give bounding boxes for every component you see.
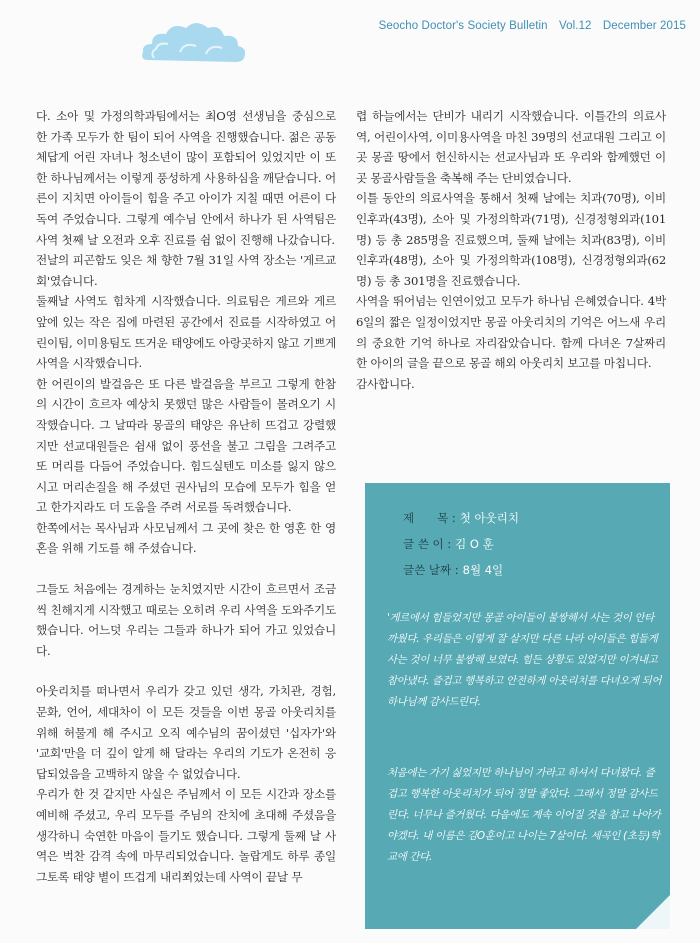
- paragraph: 아웃리치를 떠나면서 우리가 갖고 있던 생각, 가치관, 경험, 문화, 언어, 세대차이 이 모든 것들을 이번 몽골 아웃리치를 위해 허물게 해 주시고 오직 예수님의 꿈이셨던 '십자가'와 '교회'만을 더 깊이 알게 해 달라는 우리의 기도가 온전히 응답되었음을 고백하지 않을 수 없었습니다.: [36, 684, 336, 781]
- article-right-column: [356, 106, 666, 394]
- volume-number: Vol.12: [558, 20, 592, 32]
- paragraph: 다. 소아 및 가정의학과팀에서는 최O영 선생님을 중심으로 한 가족 모두가 한 팀이 되어 사역을 진행했습니다. 젊은 공동체답게 어린 자녀나 청소년이 많이 포함되어 있었지만 이 또한 하나님께서는 이렇게 풍성하게 사용하심을 깨닫습니다. 어른이 지치면 아이들이 힘을 주고 아이가 지칠 때면 어른이 다독여 주었습니다. 그렇게 예수님 안에서 하나가 된 사역팀은 사역 첫째 날 오전과 오후 진료를 쉼 없이 진행해 나갔습니다.: [36, 109, 336, 247]
- paragraph: 한 어린이의 발걸음은 또 다른 발걸음을 부르고 그렇게 한참의 시간이 흐르자 예상치 못했던 많은 사람들이 몰려오기 시작했습니다. 그 날따라 몽골의 태양은 유난히 뜨겁고 강렬했지만 선교대원들은 쉼새 없이 풍선을 불고 그림을 그려주고 또 머리를 다듬어 주었습니다. 힘드실텐도 미소를 잃지 않으시고 머리손질을 해 주셨던 권사님의 모습에 모두가 힘을 얻고 한가지라도 더 도움을 주려 서로를 독려했습니다.: [36, 376, 336, 515]
- letter-meta: [403, 505, 519, 583]
- bulletin-title: Seocho Doctor's Society Bulletin: [378, 20, 548, 32]
- handwritten-letter-part1: '게르에서 힘들었지만 몽골 아이들이 불쌍해서 사는 것이 안타까웠다. 우리들은 이렇게 잘 살지만 다른 나라 아이들은 힘들게 사는 것이 너무 불쌍해 보였다. 힘든 상황도 있었지만 이겨내고 참아냈다. 즐겁고 행복하고 안전하게 아웃리치를 다녀오게 되어 하나님께 감사드린다.: [387, 612, 662, 708]
- date-row: [403, 557, 519, 583]
- title-row: [403, 505, 519, 531]
- paragraph: 한쪽에서는 목사님과 사모님께서 그 곳에 찾은 한 영혼 한 영혼을 위해 기도를 해 주셨습니다.: [36, 520, 336, 556]
- date-value: 8월 4일: [462, 563, 504, 577]
- child-letter-box: [365, 483, 670, 929]
- title-value: 첫 아웃리치: [459, 511, 519, 525]
- article-left-column: [36, 106, 336, 887]
- author-label: 글 쓴 이 :: [403, 537, 452, 551]
- issue-date: December 2015: [602, 20, 686, 32]
- author-value: 김 O 훈: [455, 537, 494, 551]
- title-label: 제 목 :: [403, 511, 456, 525]
- paragraph: 둘째날 사역도 힘차게 시작했습니다. 의료팀은 게르와 게르 앞에 있는 작은 집에 마련된 공간에서 진료를 시작하였고 어린이팀, 이미용팀도 뜨거운 태양에도 아랑곳하지 않고 기쁘게 사역을 시작했습니다.: [36, 294, 336, 371]
- paragraph: 이틀 동안의 의료사역을 통해서 첫째 날에는 치과(70명), 이비인후과(43명), 소아 및 가정의학과(71명), 신경정형외과(101명) 등 총 285명을 진료했으며, 둘째 날에는 치과(83명), 이비인후과(48명), 소아 및 가정의학과(108명), 신경정형외과(62명) 등 총 301명을 진료했습니다.: [356, 191, 666, 288]
- paragraph: 감사합니다.: [356, 376, 415, 391]
- handwritten-letter-part2: 처음에는 가기 싫었지만 하나님이 가라고 하셔서 다녀왔다. 즐겁고 행복한 아웃리치가 되어 정말 좋았다. 그래서 정말 감사드린다. 너무나 즐거웠다. 다음에도 계속 이어질 것을 참고 나아가야겠다. 내 이름은 김O훈이고 나이는 7살이다. 세곡인 (초등)학교에 간다.: [387, 767, 661, 863]
- paragraph: 그들도 처음에는 경계하는 눈치였지만 시간이 흐르면서 조금씩 친해지게 시작했고 때로는 오히려 우리 사역을 도와주기도 했습니다. 어느덧 우리는 그들과 하나가 되어 가고 있었습니다.: [36, 582, 336, 658]
- bulletin-header: [371, 20, 686, 32]
- page-curl-decoration: [636, 895, 670, 929]
- cloud-decoration: [140, 18, 248, 66]
- paragraph: 사역을 뛰어넘는 인연이었고 모두가 하나님 은혜였습니다. 4박 6일의 짧은 일정이었지만 몽골 아웃리치의 기억은 어느새 우리의 중요한 기억 하나로 자리잡았습니다. 함께 다녀온 7살짜리 한 아이의 글을 끝으로 몽골 해외 아웃리치 보고를 마칩니다.: [356, 294, 666, 371]
- paragraph: 렵 하늘에서는 단비가 내리기 시작했습니다. 이틀간의 의료사역, 어린이사역, 이미용사역을 마친 39명의 선교대원 그리고 이 곳 몽골 땅에서 헌신하시는 선교사님과 또 우리와 함께했던 이 곳 몽골사람들을 축복해 주는 단비였습니다.: [356, 109, 666, 185]
- author-row: [403, 531, 519, 557]
- date-label: 글쓴 날짜 :: [403, 563, 459, 577]
- paragraph: 우리가 한 것 같지만 사실은 주님께서 이 모든 시간과 장소를 예비해 주셨고, 우리 모두를 주님의 잔치에 초대해 주셨음을 생각하니 숙연한 마음이 들기도 했습니다. 그렇게 둘째 날 사역은 벅찬 감격 속에 마무리되었습니다. 놀랍게도 하루 종일 그토록 태양 볕이 뜨겁게 내리쬐었는데 사역이 끝날 무: [36, 787, 336, 884]
- paragraph: 전날의 피곤함도 잊은 채 향한 7월 31일 사역 장소는 '게르교회'였습니다.: [36, 253, 336, 288]
